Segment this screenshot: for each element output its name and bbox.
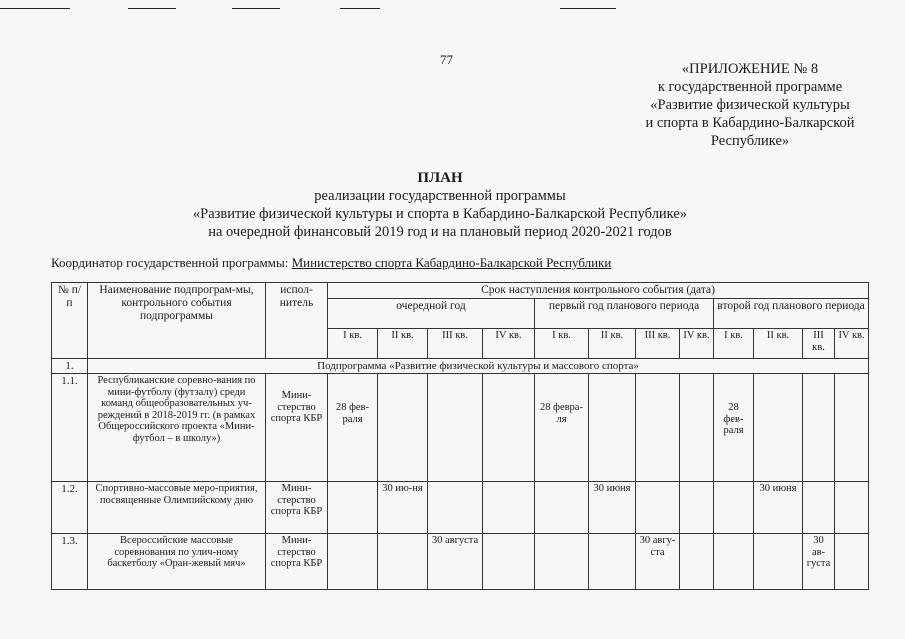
row-date <box>714 534 754 590</box>
row-name: Всероссийские массовые соревнования по улич-ному баскетболу «Оран-жевый мяч» <box>88 534 266 590</box>
appendix-line: «ПРИЛОЖЕНИЕ № 8 <box>681 61 819 77</box>
appendix-line: и спорта в Кабардино-Балкарской <box>645 115 855 131</box>
header-num: № п/п <box>52 283 88 359</box>
header-quarter: I кв. <box>328 329 378 359</box>
row-date <box>680 374 714 482</box>
row-date: 30 августа <box>428 534 483 590</box>
row-date <box>483 374 535 482</box>
row-date <box>378 374 428 482</box>
row-date <box>680 534 714 590</box>
header-year-second: второй год планового периода <box>714 299 869 329</box>
appendix-line: Республике» <box>710 133 790 149</box>
header-executor: испол-нитель <box>266 283 328 359</box>
appendix-line: к государственной программе <box>657 79 843 95</box>
row-date <box>428 374 483 482</box>
row-date: 30 ав-густа <box>803 534 835 590</box>
scan-mark <box>560 8 616 9</box>
row-date <box>680 482 714 534</box>
row-date <box>589 534 636 590</box>
plan-subtitle: реализации государственной программы <box>314 188 566 204</box>
row-date <box>328 482 378 534</box>
plan-title: ПЛАН <box>417 170 463 186</box>
row-date <box>835 482 869 534</box>
scan-mark <box>232 8 280 9</box>
plan-subtitle: «Развитие физической культуры и спорта в Кабардино-Балкарской Республике» <box>192 206 688 222</box>
row-date: 28 февра-ля <box>535 374 589 482</box>
row-executor: Мини-стерство спорта КБР <box>266 482 328 534</box>
row-name: Республиканские соревно-вания по мини-футболу (футзалу) среди команд общеобразовательных уч-реждений в 2018-2019 гг. (в рамках Общероссийского проекта «Мини-футбол – в школу») <box>88 374 266 482</box>
row-date: 30 авгу-ста <box>636 534 680 590</box>
row-date <box>483 482 535 534</box>
row-num: 1.1. <box>52 374 88 482</box>
header-quarter: IV кв. <box>835 329 869 359</box>
row-date <box>535 482 589 534</box>
header-quarter: IV кв. <box>680 329 714 359</box>
row-date <box>754 534 803 590</box>
table-row <box>52 534 869 590</box>
row-date: 28 фев-раля <box>714 374 754 482</box>
header-quarter: IV кв. <box>483 329 535 359</box>
row-date: 30 июня <box>754 482 803 534</box>
header-quarter: III кв. <box>428 329 483 359</box>
row-date: 28 фев-раля <box>328 374 378 482</box>
table-row <box>52 374 869 482</box>
scan-mark <box>128 8 176 9</box>
row-date <box>428 482 483 534</box>
row-date <box>803 374 835 482</box>
row-date <box>714 482 754 534</box>
header-quarter: III кв. <box>803 329 835 359</box>
row-date <box>535 534 589 590</box>
plan-subtitle: на очередной финансовый 2019 год и на плановый период 2020-2021 годов <box>208 224 672 240</box>
subprogram-title: Подпрограмма «Развитие физической культуры и массового спорта» <box>88 359 869 374</box>
row-name: Спортивно-массовые меро-приятия, посвященные Олимпийскому дню <box>88 482 266 534</box>
row-num: 1.2. <box>52 482 88 534</box>
row-num: 1.3. <box>52 534 88 590</box>
scan-mark <box>0 8 70 9</box>
row-date <box>636 374 680 482</box>
table-row <box>52 482 869 534</box>
header-name: Наименование подпрограм-мы, контрольного события подпрограммы <box>88 283 266 359</box>
row-date: 30 июня <box>589 482 636 534</box>
header-year-current: очередной год <box>328 299 535 329</box>
row-date <box>483 534 535 590</box>
row-date <box>835 374 869 482</box>
row-date <box>835 534 869 590</box>
row-date <box>754 374 803 482</box>
subprogram-num: 1. <box>52 359 88 374</box>
header-quarter: II кв. <box>589 329 636 359</box>
header-quarter: I кв. <box>535 329 589 359</box>
row-date <box>328 534 378 590</box>
coordinator-label: Координатор государственной программы: <box>51 255 292 270</box>
header-quarter: II кв. <box>754 329 803 359</box>
header-deadline: Срок наступления контрольного события (дата) <box>328 283 869 299</box>
plan-table <box>51 282 869 590</box>
appendix-line: «Развитие физической культуры <box>650 97 850 113</box>
header-quarter: I кв. <box>714 329 754 359</box>
row-date <box>636 482 680 534</box>
appendix-header <box>600 60 900 150</box>
header-quarter: III кв. <box>636 329 680 359</box>
page-number: 77 <box>440 52 453 67</box>
scan-mark <box>340 8 380 9</box>
row-date <box>803 482 835 534</box>
row-date: 30 ию-ня <box>378 482 428 534</box>
row-date <box>589 374 636 482</box>
header-quarter: II кв. <box>378 329 428 359</box>
row-executor: Мини-стерство спорта КБР <box>266 374 328 482</box>
coordinator-line <box>51 255 611 271</box>
row-executor: Мини-стерство спорта КБР <box>266 534 328 590</box>
coordinator-value: Министерство спорта Кабардино-Балкарской Республики <box>291 255 612 270</box>
plan-heading <box>150 169 730 241</box>
row-date <box>378 534 428 590</box>
header-year-first: первый год планового периода <box>535 299 714 329</box>
